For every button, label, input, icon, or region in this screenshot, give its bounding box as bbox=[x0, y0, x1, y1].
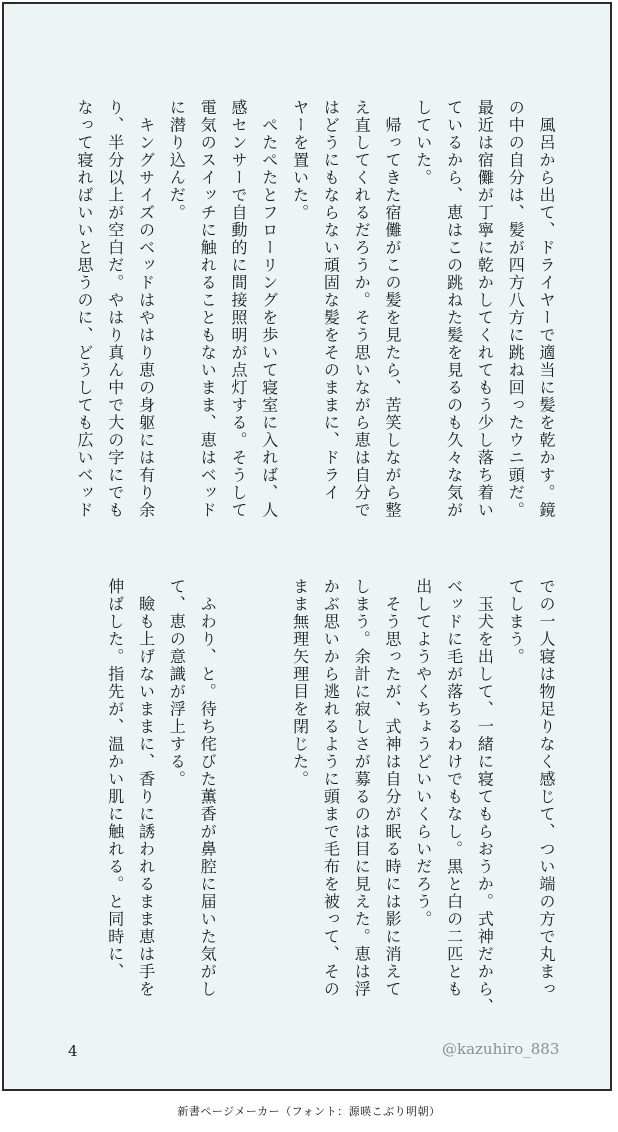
text-column: ているから、恵はこの跳ねた髪を見るのも久々な気が bbox=[444, 99, 464, 519]
text-column: かぶ思いから逃れるように頭まで毛布を被って、その bbox=[321, 578, 341, 998]
book-page bbox=[2, 2, 612, 1091]
text-column: ふわり、と。待ち侘びた薫香が鼻腔に届いた気がし bbox=[198, 578, 218, 998]
text-column: 感センサーで自動的に間接照明が点灯する。そうして bbox=[229, 99, 248, 519]
text-column: キングサイズのベッドはやはり恵の身躯には有り余 bbox=[136, 99, 156, 519]
text-column: ヤーを置いた。 bbox=[290, 99, 310, 222]
text-column: の中の自分は、髪が四方八方に跳ね回ったウニ頭だ。 bbox=[506, 99, 526, 519]
text-column: て、恵の意識が浮上する。 bbox=[167, 578, 187, 788]
text-column: え直してくれるだろうか。そう思いながら恵は自分で bbox=[352, 99, 372, 519]
author-handle: @kazuhiro_883 bbox=[442, 1040, 560, 1058]
text-column: 最近は宿儺が丁寧に乾かしてくれてもう少し落ち着い bbox=[475, 99, 495, 519]
text-column: に潜り込んだ。 bbox=[167, 99, 187, 222]
text-column: 風呂から出て、ドライヤーで適当に髪を乾かす。鏡 bbox=[537, 99, 556, 519]
text-column: 玉犬を出して、一緒に寝てもらおうか。式神だから、 bbox=[475, 578, 495, 1016]
text-column: しまう。余計に寂しさが募るのは目に見えた。恵は浮 bbox=[352, 578, 372, 998]
text-column: てしまう。 bbox=[506, 578, 526, 666]
generator-credit: 新書ページメーカー（フォント：源暎こぶり明朝） bbox=[177, 1105, 441, 1118]
text-column: まま無理矢理目を閉じた。 bbox=[290, 578, 310, 788]
text-column: ぺたぺたとフローリングを歩いて寝室に入れば、人 bbox=[259, 99, 279, 519]
text-column: 帰ってきた宿儺がこの髪を見たら、苦笑しながら整 bbox=[383, 99, 402, 519]
page-number: 4 bbox=[68, 1042, 78, 1060]
text-column: り、半分以上が空白だ。やはり真ん中で大の字にでも bbox=[105, 99, 125, 519]
text-column: はどうにもならない頑固な髪をそのままに、ドライ bbox=[321, 99, 341, 502]
text-column: ベッドに毛が落ちるわけでもなし。黒と白の二匹とも bbox=[444, 578, 464, 998]
text-column: していた。 bbox=[413, 99, 433, 187]
text-column: 伸ばした。指先が、温かい肌に触れる。と同時に、 bbox=[105, 578, 125, 981]
text-column: そう思ったが、式神は自分が眠る時には影に消えて bbox=[383, 578, 402, 998]
text-column: 電気のスイッチに触れることもないまま、恵はベッド bbox=[198, 99, 218, 519]
text-column: 瞼も上げないままに、香りに誘われるまま恵は手を bbox=[136, 578, 156, 998]
text-column: での一人寝は物足りなく感じて、つい端の方で丸まっ bbox=[537, 578, 556, 998]
text-column: なって寝ればいいと思うのに、どうしても広いベッド bbox=[75, 99, 94, 519]
text-column: 出してようやくちょうどいいくらいだろう。 bbox=[413, 578, 433, 928]
